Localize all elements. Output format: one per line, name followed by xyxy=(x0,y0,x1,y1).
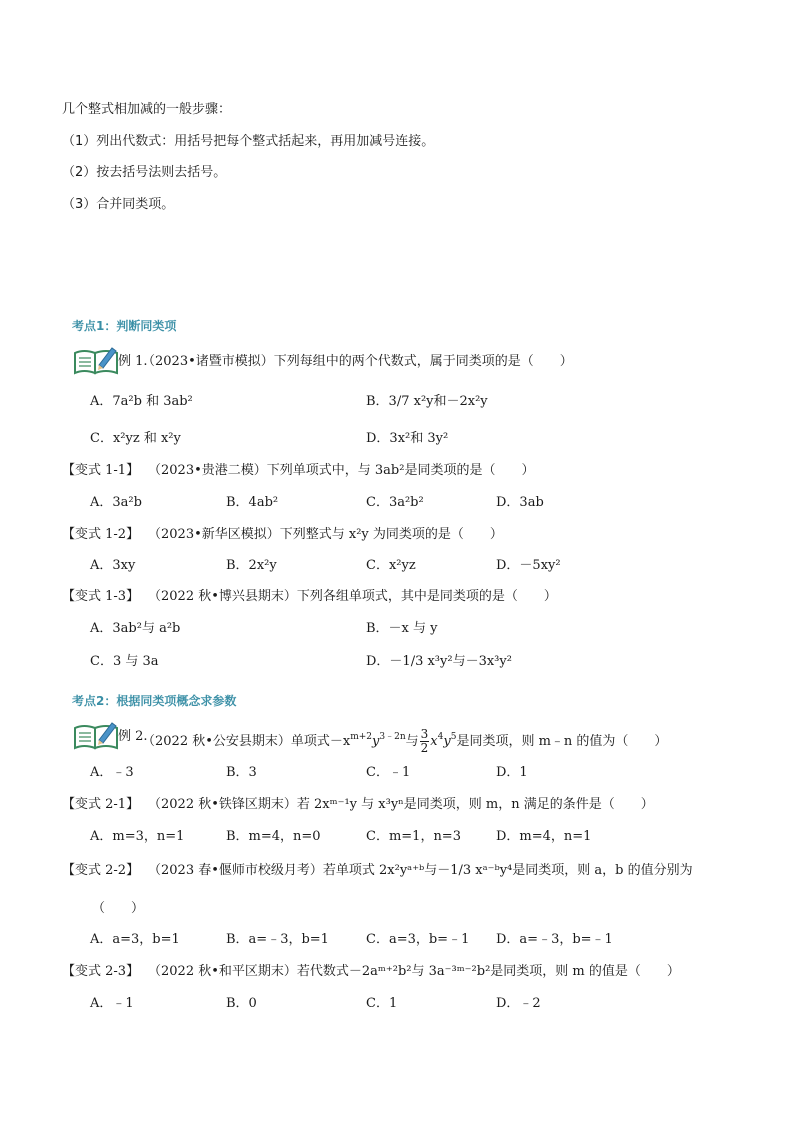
variant-1-3-option-c: C．3 与 3a xyxy=(90,654,159,669)
book-pencil-icon xyxy=(72,718,120,750)
section-title-2: 考点2：根据同类项概念求参数 xyxy=(72,694,237,708)
variant-1-3-option-d: D．－1/3 x³y²与－3x³y² xyxy=(366,654,512,669)
variant-2-3-option-b: B．0 xyxy=(226,996,257,1011)
variant-2-1-tag: 【变式 2-1】 xyxy=(62,797,140,812)
intro-step-3: （3）合并同类项。 xyxy=(62,197,175,212)
section-title-1: 考点1：判断同类项 xyxy=(72,319,177,333)
variant-1-2-option-c: C．x²yz xyxy=(366,558,416,573)
variant-2-2-paren: （ ） xyxy=(92,901,145,916)
intro-step-1: （1）列出代数式：用括号把每个整式括起来，再用加减号连接。 xyxy=(62,134,435,149)
variant-1-1-tag: 【变式 1-1】 xyxy=(62,463,140,478)
example-1-stem: （2023•诸暨市模拟）下列每组中的两个代数式，属于同类项的是（ ） xyxy=(142,354,573,369)
intro-step-2: （2）按去括号法则去括号。 xyxy=(62,165,227,180)
example-2-label: 例 2. xyxy=(118,729,148,744)
example-2-option-d: D．1 xyxy=(496,765,528,780)
variant-1-1-option-c: C．3a²b² xyxy=(366,495,424,510)
example-1-label: 例 1. xyxy=(118,354,148,369)
example-1-option-c: C．x²yz 和 x²y xyxy=(90,431,181,446)
example-1-option-d: D．3x²和 3y² xyxy=(366,431,449,446)
variant-2-2-option-a: A．a=3，b=1 xyxy=(90,932,180,947)
example-1-option-a: A．7a²b 和 3ab² xyxy=(90,394,193,409)
example-2-stem: （2022 秋•公安县期末）单项式$-x^{m+2}y^{3﹣2n}$与 $\frac{3}{2}$ $x^4y^5$是同类项，则 m﹣n 的值为（ ） xyxy=(142,727,668,755)
variant-2-3-tag: 【变式 2-3】 xyxy=(62,964,140,979)
variant-1-1-option-a: A．3a²b xyxy=(90,495,142,510)
variant-2-1-stem: （2022 秋•铁锋区期末）若 2xᵐ⁻¹y 与 x³yⁿ是同类项，则 m，n 满足的条件是（ ） xyxy=(148,797,654,812)
variant-2-3-option-a: A．﹣1 xyxy=(90,996,134,1011)
variant-2-2-option-c: C．a=3，b=﹣1 xyxy=(366,932,470,947)
variant-1-2-option-d: D．－5xy² xyxy=(496,558,561,573)
example-2-option-c: C．﹣1 xyxy=(366,765,411,780)
example-2-option-b: B．3 xyxy=(226,765,257,780)
variant-1-2-stem: （2023•新华区模拟）下列整式与 x²y 为同类项的是（ ） xyxy=(148,527,503,542)
variant-2-3-option-c: C．1 xyxy=(366,996,398,1011)
example-2-option-a: A．﹣3 xyxy=(90,765,134,780)
variant-1-3-tag: 【变式 1-3】 xyxy=(62,589,140,604)
example-1-option-b: B．3/7 x²y和－2x²y xyxy=(366,394,488,409)
variant-1-1-stem: （2023•贵港二模）下列单项式中，与 3ab²是同类项的是（ ） xyxy=(148,463,535,478)
example-2-stem-suffix: 是同类项，则 m﹣n 的值为（ ） xyxy=(456,734,668,749)
variant-1-3-option-a: A．3ab²与 a²b xyxy=(90,621,181,636)
variant-2-2-stem: （2023 春•偃师市校级月考）若单项式 2x²yᵃ⁺ᵇ与－1/3 xᵃ⁻ᵇy⁴是同类项，则 a，b 的值分别为 xyxy=(148,863,693,878)
variant-1-3-stem: （2022 秋•博兴县期末）下列各组单项式，其中是同类项的是（ ） xyxy=(148,589,557,604)
variant-1-2-option-a: A．3xy xyxy=(90,558,136,573)
variant-2-2-tag: 【变式 2-2】 xyxy=(62,863,140,878)
variant-2-3-stem: （2022 秋•和平区期末）若代数式－2aᵐ⁺²b²与 3a⁻³ᵐ⁻²b²是同类项，则 m 的值是（ ） xyxy=(148,964,680,979)
intro-title: 几个整式相加减的一般步骤： xyxy=(62,102,232,117)
variant-1-1-option-b: B．4ab² xyxy=(226,495,279,510)
book-pencil-icon xyxy=(72,343,120,375)
variant-1-1-option-d: D．3ab xyxy=(496,495,544,510)
variant-2-1-option-a: A．m=3，n=1 xyxy=(90,829,185,844)
variant-2-2-option-d: D．a=﹣3，b=﹣1 xyxy=(496,932,613,947)
variant-2-1-option-c: C．m=1，n=3 xyxy=(366,829,461,844)
variant-1-2-option-b: B．2x²y xyxy=(226,558,277,573)
variant-2-1-option-b: B．m=4，n=0 xyxy=(226,829,321,844)
example-2-stem-prefix: （2022 秋•公安县期末）单项式－x xyxy=(142,734,351,749)
variant-1-2-tag: 【变式 1-2】 xyxy=(62,527,140,542)
variant-2-3-option-d: D．﹣2 xyxy=(496,996,541,1011)
variant-2-1-option-d: D．m=4，n=1 xyxy=(496,829,592,844)
variant-1-3-option-b: B．－x 与 y xyxy=(366,621,438,636)
variant-2-2-option-b: B．a=﹣3，b=1 xyxy=(226,932,329,947)
